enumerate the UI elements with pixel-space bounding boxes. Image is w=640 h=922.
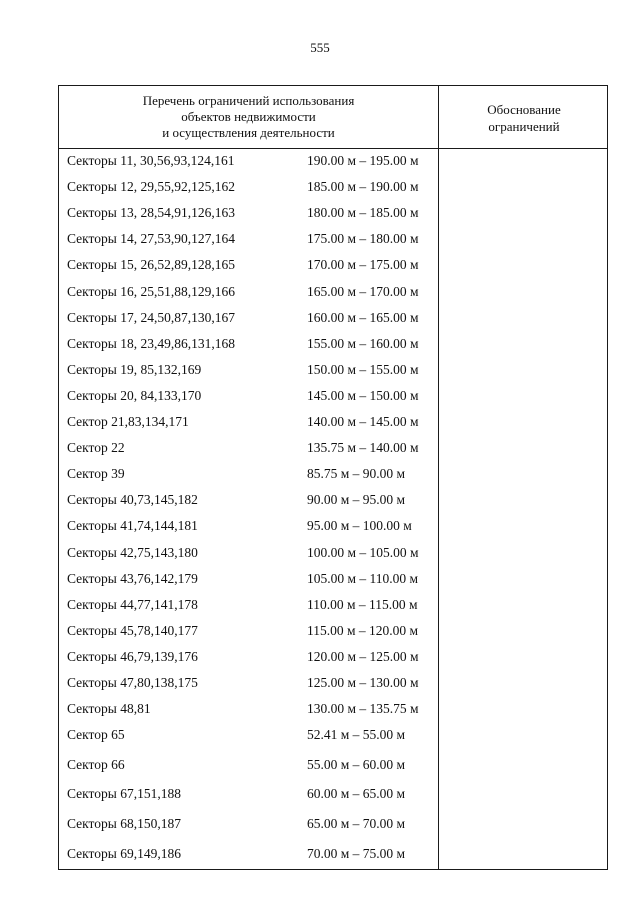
header-justification [439,101,609,135]
sector-cell: Секторы 12, 29,55,92,125,162 [67,179,235,195]
sector-cell: Секторы 43,76,142,179 [67,570,198,586]
table-row [59,725,438,745]
height-range-cell: 165.00 м – 170.00 м [307,283,419,299]
sector-cell: Секторы 42,75,143,180 [67,544,198,560]
table-header [59,86,607,149]
height-range-cell: 145.00 м – 150.00 м [307,387,419,403]
sector-cell: Секторы 15, 26,52,89,128,165 [67,257,235,273]
height-range-cell: 150.00 м – 155.00 м [307,361,419,377]
header-restrictions-list [59,93,438,141]
height-range-cell: 140.00 м – 145.00 м [307,414,419,429]
table-row [59,699,438,719]
height-range-cell: 190.00 м – 195.00 м [307,153,419,168]
table-row [59,595,438,615]
table-row [59,647,438,667]
table-row [59,229,438,249]
column-divider [438,86,439,869]
sector-cell: Секторы 11, 30,56,93,124,161 [67,153,235,168]
sector-cell: Секторы 67,151,188 [67,786,181,802]
sector-cell: Секторы 40,73,145,182 [67,492,198,508]
height-range-cell: 180.00 м – 185.00 м [307,205,419,221]
table-row [59,490,438,510]
table-row [59,282,438,302]
height-range-cell: 60.00 м – 65.00 м [307,786,406,802]
header-line: Перечень ограничений использования [142,93,355,108]
sector-cell: Секторы 19, 85,132,169 [67,361,202,377]
table-row [59,177,438,197]
height-range-cell: 105.00 м – 110.00 м [307,570,419,586]
sector-cell: Сектор 66 [67,756,125,772]
table-row [59,784,438,804]
page-number: 555 [310,40,330,55]
height-range-cell: 155.00 м – 160.00 м [307,335,419,351]
height-range-cell: 85.75 м – 90.00 м [307,466,406,482]
height-range-cell: 52.41 м – 55.00 м [307,727,406,743]
height-range-cell: 125.00 м – 130.00 м [307,675,419,690]
sector-cell: Секторы 47,80,138,175 [67,675,198,690]
table-row [59,755,438,775]
table-row [59,360,438,380]
sector-cell: Сектор 65 [67,727,125,743]
height-range-cell: 135.75 м – 140.00 м [307,440,419,456]
sector-cell: Секторы 16, 25,51,88,129,166 [67,283,235,299]
table-row [59,386,438,406]
table-row [59,203,438,223]
height-range-cell: 185.00 м – 190.00 м [307,179,419,195]
table-row [59,308,438,328]
sector-cell: Сектор 21,83,134,171 [67,414,189,429]
table-row [59,673,438,693]
height-range-cell: 65.00 м – 70.00 м [307,816,406,831]
header-line: Обоснование [487,102,561,117]
sector-cell: Секторы 68,150,187 [67,816,181,831]
height-range-cell: 110.00 м – 115.00 м [307,596,418,612]
sector-cell: Секторы 48,81 [67,701,151,717]
header-line: объектов недвижимости [181,109,316,124]
sector-cell: Сектор 39 [67,466,125,482]
table-row [59,334,438,354]
height-range-cell: 70.00 м – 75.00 м [307,845,406,861]
height-range-cell: 115.00 м – 120.00 м [307,622,419,638]
height-range-cell: 120.00 м – 125.00 м [307,648,419,664]
height-range-cell: 175.00 м – 180.00 м [307,231,419,247]
header-line: ограничений [488,119,560,134]
sector-cell: Секторы 17, 24,50,87,130,167 [67,309,235,325]
table-row [59,844,438,864]
table-row [59,438,438,458]
sector-cell: Секторы 44,77,141,178 [67,596,198,612]
height-range-cell: 90.00 м – 95.00 м [307,492,406,508]
table-row [59,464,438,484]
height-range-cell: 170.00 м – 175.00 м [307,257,419,273]
sector-cell: Секторы 13, 28,54,91,126,163 [67,205,235,221]
sector-cell: Секторы 14, 27,53,90,127,164 [67,231,235,247]
sector-cell: Секторы 41,74,144,181 [67,518,198,534]
sector-cell: Секторы 69,149,186 [67,845,181,861]
table-row [59,569,438,589]
height-range-cell: 95.00 м – 100.00 м [307,518,412,534]
table-row [59,814,438,834]
table-row [59,255,438,275]
height-range-cell: 55.00 м – 60.00 м [307,756,406,772]
height-range-cell: 100.00 м – 105.00 м [307,544,419,560]
sector-cell: Секторы 46,79,139,176 [67,648,198,664]
sector-cell: Секторы 20, 84,133,170 [67,387,202,403]
table-row [59,516,438,536]
sector-cell: Секторы 18, 23,49,86,131,168 [67,335,235,351]
table-row [59,412,438,432]
height-range-cell: 160.00 м – 165.00 м [307,309,419,325]
table-row [59,151,438,171]
table-row [59,621,438,641]
sector-cell: Сектор 22 [67,440,125,456]
sector-cell: Секторы 45,78,140,177 [67,622,198,638]
header-line: и осуществления деятельности [162,125,335,140]
table-row [59,543,438,563]
restrictions-table [58,85,608,870]
height-range-cell: 130.00 м – 135.75 м [307,701,419,717]
